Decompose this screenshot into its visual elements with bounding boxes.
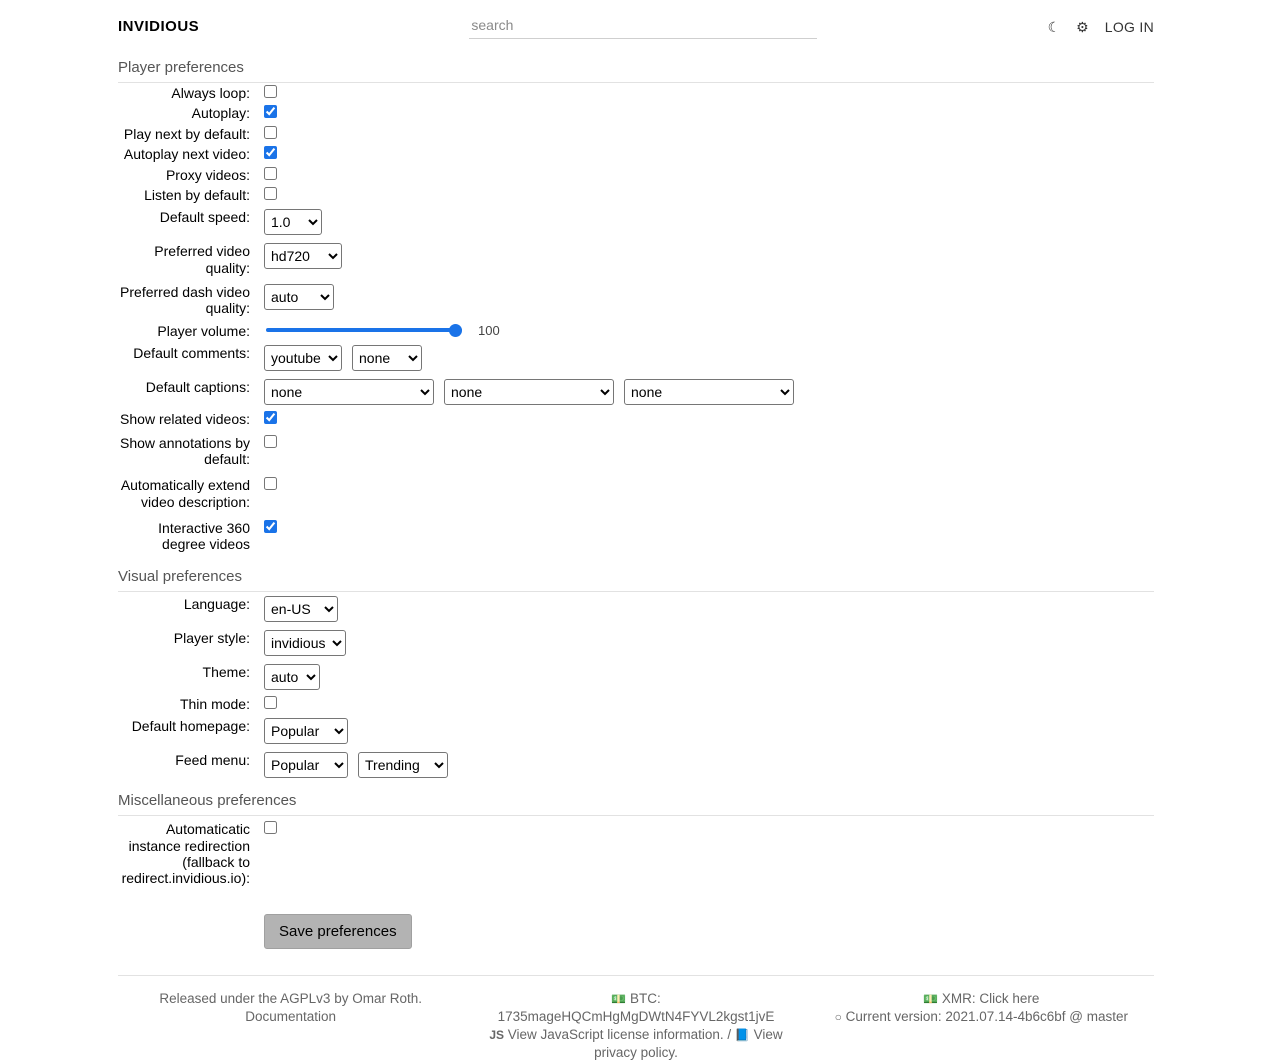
row-always-loop	[118, 83, 1154, 103]
label-feed-menu: Feed menu:	[175, 752, 250, 769]
row-autoplay-next-video	[118, 144, 1154, 164]
default-comments-select-1[interactable]	[264, 345, 342, 371]
xmr-link[interactable]: XMR: Click here	[941, 990, 1040, 1006]
label-default-captions: Default captions:	[145, 379, 250, 396]
moon-icon[interactable]: ☾	[1047, 18, 1061, 35]
privacy-policy-link[interactable]: View privacy policy.	[594, 1027, 783, 1061]
control-listen-by-default	[264, 187, 1154, 200]
language-select[interactable]	[264, 596, 338, 622]
control-theme	[264, 664, 1154, 690]
label-extend-description: Automatically extend video description:	[120, 477, 250, 510]
control-interactive-360	[264, 520, 1154, 533]
row-play-next-by-default	[118, 124, 1154, 144]
row-proxy-videos	[118, 165, 1154, 185]
label-interactive-360: Interactive 360 degree videos	[158, 520, 250, 553]
theme-select[interactable]	[264, 664, 320, 690]
label-autoplay-next-video: Autoplay next video:	[123, 146, 250, 163]
row-default-speed	[118, 205, 1154, 239]
label-proxy-videos: Proxy videos:	[165, 166, 250, 183]
player-volume-value: 100	[478, 322, 500, 338]
default-captions-select-3[interactable]	[624, 379, 794, 405]
label-player-style: Player style:	[173, 629, 250, 646]
interactive-360-checkbox[interactable]	[264, 520, 277, 533]
label-preferred-dash-video-quality: Preferred dash video quality:	[120, 284, 250, 317]
search-input[interactable]	[469, 14, 817, 39]
label-show-related-videos: Show related videos:	[120, 411, 250, 428]
feed-menu-select-1[interactable]	[264, 752, 348, 778]
preferred-dash-video-quality-select[interactable]	[264, 284, 334, 310]
preferred-video-quality-select[interactable]	[264, 243, 342, 269]
control-default-speed	[264, 209, 1154, 235]
row-theme	[118, 660, 1154, 694]
control-always-loop	[264, 85, 1154, 98]
label-player-volume: Player volume:	[157, 322, 250, 339]
section-title-player: Player preferences	[118, 59, 1154, 83]
footer-center	[463, 990, 808, 1063]
proxy-videos-checkbox[interactable]	[264, 167, 277, 180]
row-default-captions	[118, 375, 1154, 409]
row-feed-menu	[118, 748, 1154, 782]
row-default-homepage	[118, 714, 1154, 748]
github-icon: ○	[834, 1009, 842, 1024]
autoplay-checkbox[interactable]	[264, 105, 277, 118]
version-link[interactable]: Current version: 2021.07.14-4b6c6bf @ master	[845, 1008, 1128, 1024]
login-link[interactable]: LOG IN	[1104, 18, 1154, 35]
control-thin-mode	[264, 696, 1154, 709]
row-show-annotations	[118, 430, 1154, 473]
control-preferred-video-quality	[264, 243, 1154, 269]
label-language: Language:	[183, 595, 250, 612]
label-default-speed: Default speed:	[159, 209, 250, 226]
row-interactive-360	[118, 515, 1154, 558]
row-show-related-videos	[118, 409, 1154, 429]
row-player-volume	[118, 321, 1154, 341]
row-preferred-video-quality	[118, 239, 1154, 280]
row-thin-mode	[118, 694, 1154, 714]
player-style-select[interactable]	[264, 630, 346, 656]
control-show-annotations	[264, 435, 1154, 448]
control-play-next-by-default	[264, 126, 1154, 139]
documentation-link[interactable]: Documentation	[245, 1008, 337, 1024]
row-autoplay	[118, 103, 1154, 123]
money-icon: 💵	[611, 991, 627, 1006]
label-play-next-by-default: Play next by default:	[123, 125, 250, 142]
label-thin-mode: Thin mode:	[179, 695, 250, 712]
default-captions-select-1[interactable]	[264, 379, 434, 405]
player-preferences-rows	[118, 83, 1154, 558]
row-instance-redirection	[118, 816, 1154, 892]
label-autoplay: Autoplay:	[191, 105, 250, 122]
show-annotations-checkbox[interactable]	[264, 435, 277, 448]
visual-preferences-rows	[118, 592, 1154, 782]
control-default-captions	[264, 379, 1154, 405]
section-title-misc: Miscellaneous preferences	[118, 792, 1154, 816]
label-default-homepage: Default homepage:	[131, 718, 250, 735]
save-preferences-container	[118, 914, 1154, 949]
footer-right	[809, 990, 1154, 1063]
control-default-homepage	[264, 718, 1154, 744]
control-player-volume	[264, 323, 1154, 338]
control-proxy-videos	[264, 167, 1154, 180]
misc-preferences-rows	[118, 816, 1154, 892]
control-instance-redirection	[264, 821, 1154, 834]
book-icon: 📘	[734, 1028, 750, 1043]
row-default-comments	[118, 341, 1154, 375]
player-volume-slider[interactable]	[266, 328, 462, 332]
search-container	[239, 14, 1047, 39]
money-icon-xmr: 💵	[923, 991, 939, 1006]
default-speed-select[interactable]	[264, 209, 322, 235]
label-listen-by-default: Listen by default:	[144, 186, 250, 203]
footer-left	[118, 990, 463, 1063]
row-listen-by-default	[118, 185, 1154, 205]
default-captions-select-2[interactable]	[444, 379, 614, 405]
footer-separator: /	[727, 1027, 732, 1043]
play-next-by-default-checkbox[interactable]	[264, 126, 277, 139]
control-player-style	[264, 630, 1154, 656]
label-always-loop: Always loop:	[171, 85, 250, 101]
row-language	[118, 592, 1154, 626]
footer-license-text: Released under the AGPLv3 by Omar Roth.	[159, 990, 422, 1006]
label-theme: Theme:	[202, 663, 250, 680]
label-default-comments: Default comments:	[133, 345, 250, 362]
listen-by-default-checkbox[interactable]	[264, 187, 277, 200]
instance-redirection-checkbox[interactable]	[264, 821, 277, 834]
section-title-visual: Visual preferences	[118, 568, 1154, 592]
control-feed-menu	[264, 752, 1154, 778]
row-preferred-dash-video-quality	[118, 280, 1154, 321]
save-preferences-button[interactable]: Save preferences	[264, 914, 412, 949]
feed-menu-select-2[interactable]	[358, 752, 448, 778]
autoplay-next-video-checkbox[interactable]	[264, 146, 277, 159]
control-show-related-videos	[264, 411, 1154, 424]
control-extend-description	[264, 477, 1154, 490]
row-player-style	[118, 626, 1154, 660]
control-language	[264, 596, 1154, 622]
control-autoplay	[264, 105, 1154, 118]
footer	[118, 975, 1154, 1063]
gear-icon[interactable]: ⚙	[1076, 18, 1089, 35]
default-comments-select-2[interactable]	[352, 345, 422, 371]
label-preferred-video-quality: Preferred video quality:	[154, 243, 250, 276]
javascript-badge: JS	[489, 1028, 504, 1043]
control-preferred-dash-video-quality	[264, 284, 1154, 310]
always-loop-checkbox[interactable]	[264, 85, 277, 98]
navbar-right	[1048, 19, 1154, 35]
extend-description-checkbox[interactable]	[264, 477, 277, 490]
btc-link[interactable]: BTC: 1735mageHQCmHgMgDWtN4FYVL2kgst1jvE	[497, 990, 775, 1024]
show-related-videos-checkbox[interactable]	[264, 411, 277, 424]
thin-mode-checkbox[interactable]	[264, 696, 277, 709]
row-extend-description	[118, 472, 1154, 515]
js-license-link[interactable]: View JavaScript license information.	[507, 1027, 724, 1043]
default-homepage-select[interactable]	[264, 718, 348, 744]
label-instance-redirection: Automaticatic instance redirection (fallback to redirect.invidious.io):	[121, 821, 250, 887]
control-default-comments	[264, 345, 1154, 371]
control-autoplay-next-video	[264, 146, 1154, 159]
label-show-annotations: Show annotations by default:	[120, 434, 250, 467]
brand-logo[interactable]: INVIDIOUS	[118, 18, 200, 35]
navbar	[0, 0, 1272, 49]
